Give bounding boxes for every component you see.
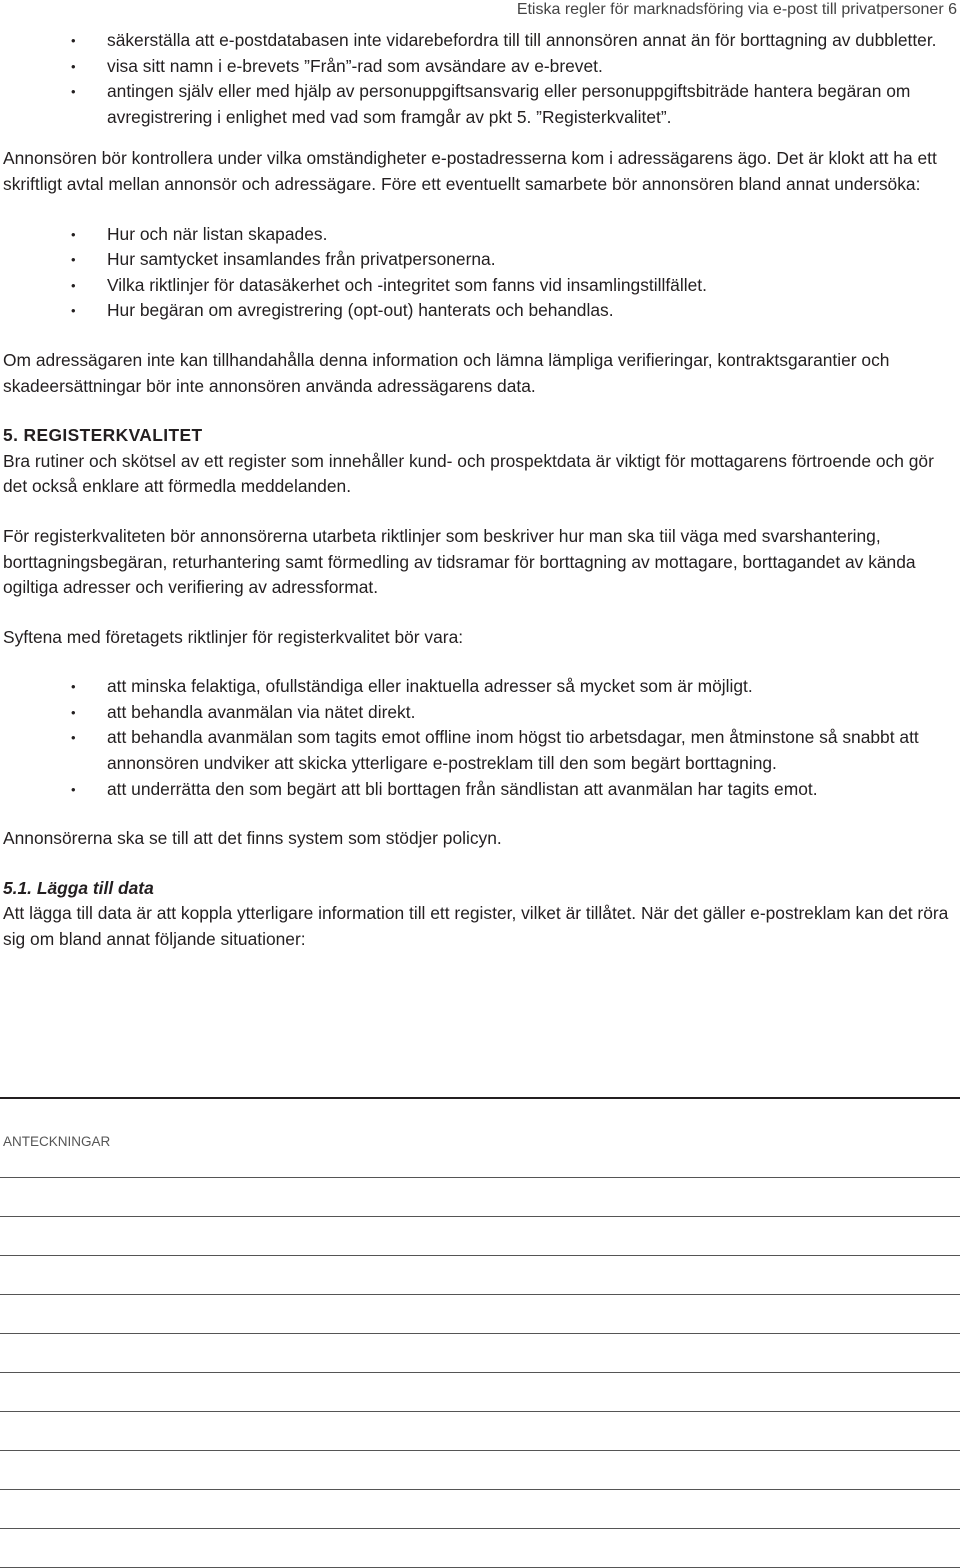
note-line <box>0 1372 960 1373</box>
note-line <box>0 1450 960 1451</box>
purpose-list <box>3 674 955 802</box>
bullet-icon: • <box>71 226 76 242</box>
bullet-icon: • <box>71 58 76 74</box>
list-item: • antingen själv eller med hjälp av personuppgiftsansvarig eller personuppgiftsbiträde hantera begäran om avregistrering i enlighet med vad som framgår av pkt 5. ”Registerkvalitet”. <box>71 81 911 127</box>
list-item: • visa sitt namn i e-brevets ”Från”-rad som avsändare av e-brevet. <box>3 54 955 80</box>
paragraph-om-adressagaren: Om adressägaren inte kan tillhandahålla denna information och lämna lämpliga verifieringar, kontraktsgarantier och skadeersättningar bör inte annonsören använda adressägarens data. <box>3 349 890 396</box>
list-item: • att minska felaktiga, ofullständiga eller inaktuella adresser så mycket som är möjligt. <box>3 674 955 700</box>
subsection-text: Att lägga till data är att koppla ytterligare information till ett register, vilket är tillåtet. När det gäller e-postreklam kan det röra sig om bland annat följande situationer: <box>3 903 949 950</box>
bullet-icon: • <box>71 679 76 695</box>
list-item: • Hur och när listan skapades. <box>3 222 955 248</box>
bullet-icon: • <box>71 730 76 746</box>
document-body <box>3 28 955 953</box>
note-line <box>0 1294 960 1295</box>
note-line <box>0 1528 960 1529</box>
note-line <box>0 1255 960 1256</box>
list-item: • att underrätta den som begärt att bli borttagen från sändlistan att avanmälan har tagits emot. <box>3 777 955 803</box>
note-line <box>0 1411 960 1412</box>
list-item: • att behandla avanmälan via nätet direkt. <box>3 700 955 726</box>
bullet-icon: • <box>71 252 76 268</box>
paragraph-policy: Annonsörerna ska se till att det finns system som stödjer policyn. <box>3 828 502 849</box>
note-line <box>0 1489 960 1490</box>
note-line <box>0 1177 960 1178</box>
bullet-icon: • <box>71 277 76 293</box>
list-item: • säkerställa att e-postdatabasen inte vidarebefordra till till annonsören annat än för borttagning av dubbletter. <box>3 28 955 54</box>
bullet-icon: • <box>71 303 76 319</box>
list-item: • Hur samtycket insamlandes från privatpersonerna. <box>3 247 955 273</box>
subsection-heading: 5.1. Lägga till data <box>3 877 154 898</box>
list-item: • att behandla avanmälan som tagits emot offline inom högst tio arbetsdagar, men åtminstone så snabbt att annonsören undviker att skicka ytterligare e-postreklam till den som begärt borttagning. <box>71 727 919 774</box>
section-heading: 5. REGISTERKVALITET <box>3 425 203 446</box>
paragraph-kontroll: Annonsören bör kontrollera under vilka omständigheter e-postadresserna kom i adressägarens ägo. Det är klokt att ha ett skriftligt avtal mellan annonsör och adressägare. Före ett eventuellt samarbete bör annonsören bland annat undersöka: <box>3 148 937 194</box>
paragraph-syfte: Syftena med företagets riktlinjer för registerkvalitet bör vara: <box>3 626 464 647</box>
investigate-list <box>3 222 955 324</box>
notes-area <box>0 1097 960 1150</box>
bullet-icon: • <box>71 781 76 797</box>
requirements-list <box>3 28 955 130</box>
running-header: Etiska regler för marknadsföring via e-post till privatpersoner 6 <box>516 1 957 18</box>
notes-label: ANTECKNINGAR <box>3 1134 111 1149</box>
bullet-icon: • <box>71 704 76 720</box>
list-item: • Vilka riktlinjer för datasäkerhet och -integritet som fanns vid insamlingstillfället. <box>3 273 955 299</box>
bullet-icon: • <box>71 84 76 100</box>
divider <box>0 1097 960 1099</box>
paragraph-riktlinjer: För registerkvaliteten bör annonsörerna utarbeta riktlinjer som beskriver hur man ska tiil väga med svarshantering, borttagningsbegäran, returhantering samt förmedling av tidsramar för borttagning av mottagare, borttagandet av kända ogiltiga adresser och verifiering av adressformat. <box>3 525 916 598</box>
note-line <box>0 1216 960 1217</box>
list-item: • Hur begäran om avregistrering (opt-out) hanterats och behandlas. <box>3 298 955 324</box>
bullet-icon: • <box>71 33 76 48</box>
section-intro: Bra rutiner och skötsel av ett register som innehåller kund- och prospektdata är viktigt för mottagarens förtroende och gör det också enklare att förmedla meddelanden. <box>3 450 934 497</box>
note-line <box>0 1333 960 1334</box>
